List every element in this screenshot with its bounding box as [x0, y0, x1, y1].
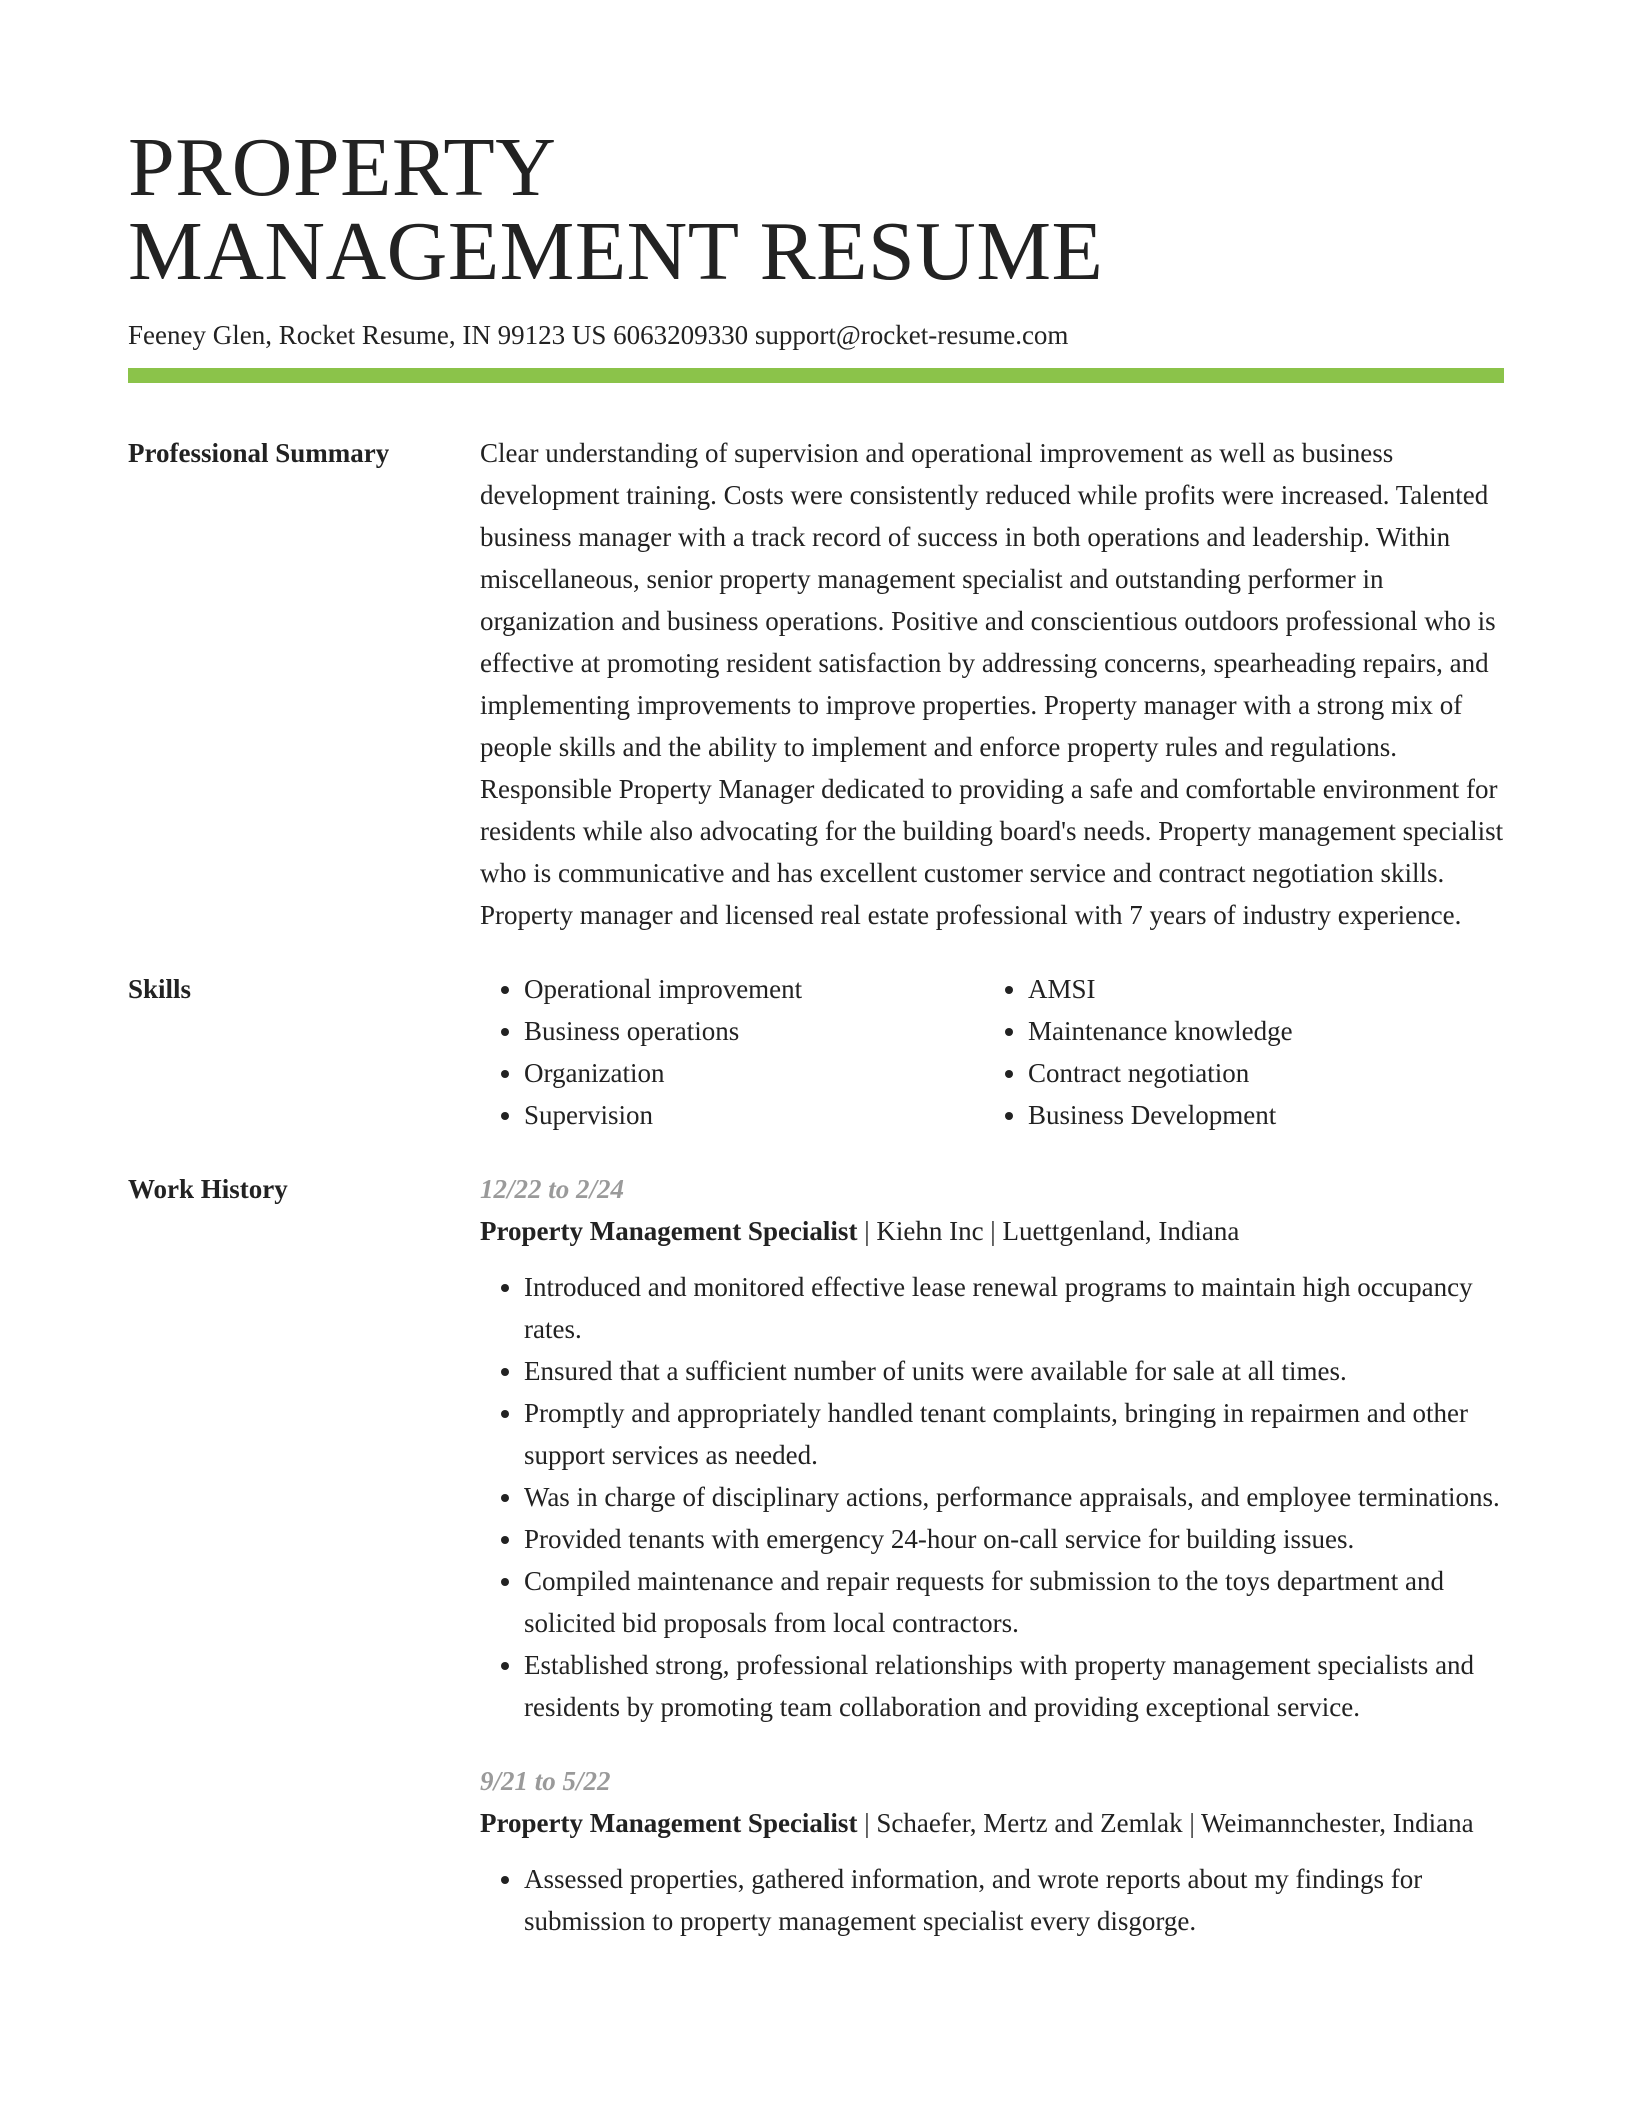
skill-item: • Business Development	[1028, 1094, 1488, 1136]
job-bullets	[480, 1266, 1504, 1728]
skill-item: • Operational improvement	[524, 968, 984, 1010]
skill-item: • AMSI	[1028, 968, 1488, 1010]
job-bullet: • Promptly and appropriately handled tenant complaints, bringing in repairmen and other support services as needed.	[524, 1392, 1504, 1476]
skill-item: • Business operations	[524, 1010, 984, 1052]
job-bullet: • Established strong, professional relationships with property management specialists and residents by promoting team collaboration and providing exceptional service.	[524, 1644, 1504, 1728]
title-line-1: PROPERTY	[128, 121, 557, 214]
skill-item: • Maintenance knowledge	[1028, 1010, 1488, 1052]
section-label-skills: Skills	[128, 974, 192, 1004]
job-entry	[480, 1760, 1504, 1942]
job-bullet: • Introduced and monitored effective lease renewal programs to maintain high occupancy rates.	[524, 1266, 1504, 1350]
job-details: | Schaefer, Mertz and Zemlak | Weimannchester, Indiana	[857, 1808, 1474, 1838]
job-heading	[480, 1210, 1504, 1252]
resume-page	[128, 0, 1504, 1974]
resume-title	[128, 0, 1504, 298]
job-bullet: • Assessed properties, gathered information, and wrote reports about my findings for submission to property management specialist every disgorge.	[524, 1858, 1504, 1942]
skill-item: • Contract negotiation	[1028, 1052, 1488, 1094]
accent-divider	[128, 368, 1504, 383]
professional-summary-section	[128, 432, 1504, 936]
skills-section	[128, 968, 1504, 1136]
job-dates: 12/22 to 2/24	[480, 1174, 625, 1204]
skill-item: • Supervision	[524, 1094, 984, 1136]
job-bullet: • Ensured that a sufficient number of units were available for sale at all times.	[524, 1350, 1504, 1392]
job-bullet: • Was in charge of disciplinary actions, performance appraisals, and employee terminations.	[524, 1476, 1504, 1518]
skills-list-left	[480, 968, 984, 1136]
contact-line: Feeney Glen, Rocket Resume, IN 99123 US 6063209330 support@rocket-resume.com	[128, 320, 1069, 350]
job-title: Property Management Specialist	[480, 1808, 858, 1838]
job-dates: 9/21 to 5/22	[480, 1766, 611, 1796]
job-bullet: • Provided tenants with emergency 24-hour on-call service for building issues.	[524, 1518, 1504, 1560]
job-bullet: • Compiled maintenance and repair requests for submission to the toys department and solicited bid proposals from local contractors.	[524, 1560, 1504, 1644]
section-label-work: Work History	[128, 1174, 288, 1204]
summary-text: Clear understanding of supervision and operational improvement as well as business development training. Costs were consistently reduced while profits were increased. Talented business manager with a track record of success in both operations and leadership. Within miscellaneous, senior property management specialist and outstanding performer in organization and business operations. Positive and conscientious outdoors professional who is effective at promoting resident satisfaction by addressing concerns, spearheading repairs, and implementing improvements to improve properties. Property manager with a strong mix of people skills and the ability to implement and enforce property rules and regulations. Responsible Property Manager dedicated to providing a safe and comfortable environment for residents while also advocating for the building board's needs. Property management specialist who is communicative and has excellent customer service and contract negotiation skills. Property manager and licensed real estate professional with 7 years of industry experience.	[480, 438, 1504, 930]
skill-item: • Organization	[524, 1052, 984, 1094]
job-title: Property Management Specialist	[480, 1216, 858, 1246]
job-bullets	[480, 1858, 1504, 1942]
skills-list-right	[984, 968, 1488, 1136]
section-label-summary: Professional Summary	[128, 438, 390, 468]
job-entry	[480, 1168, 1504, 1728]
work-history-section	[128, 1168, 1504, 1974]
title-line-2: MANAGEMENT RESUME	[128, 205, 1104, 298]
job-heading	[480, 1802, 1504, 1844]
job-details: | Kiehn Inc | Luettgenland, Indiana	[857, 1216, 1240, 1246]
